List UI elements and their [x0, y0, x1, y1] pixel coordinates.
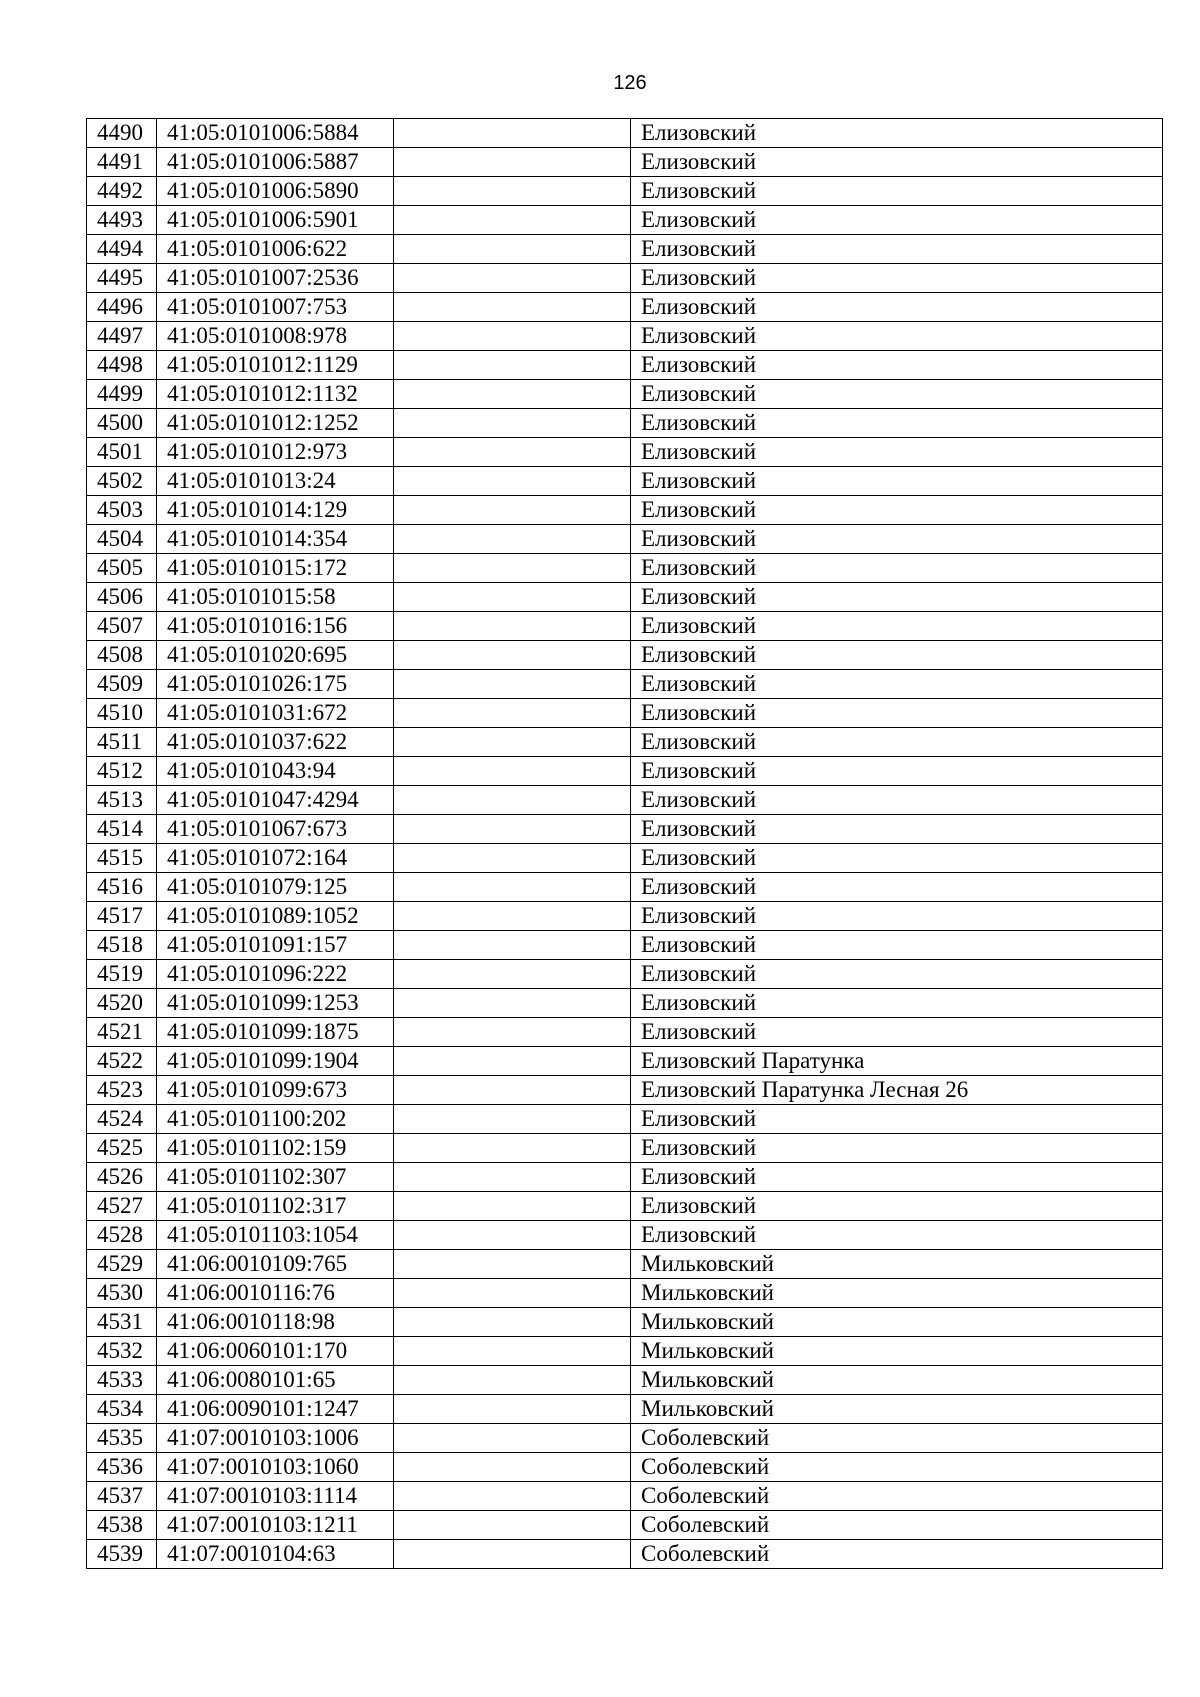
cadastral-number: 41:05:0101007:2536 — [157, 264, 394, 293]
row-number: 4496 — [87, 293, 157, 322]
table-row — [87, 148, 1163, 177]
empty-cell — [394, 1047, 631, 1076]
row-number: 4527 — [87, 1192, 157, 1221]
table-row — [87, 1279, 1163, 1308]
row-number: 4515 — [87, 844, 157, 873]
table-row — [87, 612, 1163, 641]
empty-cell — [394, 409, 631, 438]
row-number: 4525 — [87, 1134, 157, 1163]
empty-cell — [394, 583, 631, 612]
row-number: 4528 — [87, 1221, 157, 1250]
table-row — [87, 1337, 1163, 1366]
district-name: Елизовский — [631, 264, 1163, 293]
table-row — [87, 873, 1163, 902]
table-row — [87, 1424, 1163, 1453]
district-name: Елизовский — [631, 206, 1163, 235]
row-number: 4505 — [87, 554, 157, 583]
cadastral-number: 41:06:0010109:765 — [157, 1250, 394, 1279]
row-number: 4499 — [87, 380, 157, 409]
cadastral-number: 41:05:0101099:1253 — [157, 989, 394, 1018]
cadastral-number: 41:07:0010104:63 — [157, 1540, 394, 1569]
row-number: 4510 — [87, 699, 157, 728]
row-number: 4501 — [87, 438, 157, 467]
cadastral-number: 41:05:0101012:1252 — [157, 409, 394, 438]
table-row — [87, 438, 1163, 467]
empty-cell — [394, 1453, 631, 1482]
cadastral-number: 41:05:0101020:695 — [157, 641, 394, 670]
row-number: 4539 — [87, 1540, 157, 1569]
cadastral-number: 41:05:0101096:222 — [157, 960, 394, 989]
empty-cell — [394, 902, 631, 931]
district-name: Елизовский — [631, 554, 1163, 583]
table-row — [87, 1395, 1163, 1424]
table-row — [87, 699, 1163, 728]
table-row — [87, 931, 1163, 960]
district-name: Елизовский — [631, 960, 1163, 989]
registry-table — [86, 118, 1163, 1569]
table-row — [87, 1453, 1163, 1482]
cadastral-number: 41:06:0060101:170 — [157, 1337, 394, 1366]
cadastral-number: 41:05:0101099:673 — [157, 1076, 394, 1105]
district-name: Елизовский — [631, 902, 1163, 931]
row-number: 4535 — [87, 1424, 157, 1453]
district-name: Елизовский — [631, 757, 1163, 786]
empty-cell — [394, 1250, 631, 1279]
table-row — [87, 235, 1163, 264]
row-number: 4517 — [87, 902, 157, 931]
cadastral-number: 41:05:0101089:1052 — [157, 902, 394, 931]
empty-cell — [394, 206, 631, 235]
table-row — [87, 1540, 1163, 1569]
district-name: Елизовский — [631, 322, 1163, 351]
table-row — [87, 1163, 1163, 1192]
empty-cell — [394, 177, 631, 206]
row-number: 4511 — [87, 728, 157, 757]
district-name: Елизовский — [631, 699, 1163, 728]
table-row — [87, 1482, 1163, 1511]
table-row — [87, 960, 1163, 989]
row-number: 4509 — [87, 670, 157, 699]
cadastral-number: 41:05:0101015:58 — [157, 583, 394, 612]
district-name: Елизовский — [631, 235, 1163, 264]
cadastral-number: 41:07:0010103:1114 — [157, 1482, 394, 1511]
district-name: Елизовский — [631, 467, 1163, 496]
empty-cell — [394, 322, 631, 351]
row-number: 4532 — [87, 1337, 157, 1366]
table-row — [87, 902, 1163, 931]
cadastral-number: 41:05:0101014:129 — [157, 496, 394, 525]
district-name: Мильковский — [631, 1279, 1163, 1308]
cadastral-number: 41:05:0101037:622 — [157, 728, 394, 757]
empty-cell — [394, 525, 631, 554]
row-number: 4500 — [87, 409, 157, 438]
table-row — [87, 989, 1163, 1018]
empty-cell — [394, 641, 631, 670]
table-row — [87, 641, 1163, 670]
cadastral-number: 41:05:0101007:753 — [157, 293, 394, 322]
district-name: Елизовский — [631, 1018, 1163, 1047]
empty-cell — [394, 467, 631, 496]
table-row — [87, 264, 1163, 293]
district-name: Елизовский Паратунка — [631, 1047, 1163, 1076]
table-row — [87, 293, 1163, 322]
cadastral-number: 41:06:0090101:1247 — [157, 1395, 394, 1424]
district-name: Елизовский — [631, 409, 1163, 438]
empty-cell — [394, 119, 631, 148]
district-name: Елизовский — [631, 293, 1163, 322]
district-name: Елизовский — [631, 873, 1163, 902]
table-row — [87, 1511, 1163, 1540]
cadastral-number: 41:05:0101015:172 — [157, 554, 394, 583]
page-number: 126 — [613, 72, 647, 94]
cadastral-number: 41:07:0010103:1211 — [157, 1511, 394, 1540]
empty-cell — [394, 1163, 631, 1192]
district-name: Елизовский — [631, 1163, 1163, 1192]
district-name: Елизовский — [631, 583, 1163, 612]
row-number: 4536 — [87, 1453, 157, 1482]
district-name: Мильковский — [631, 1366, 1163, 1395]
table-row — [87, 119, 1163, 148]
district-name: Соболевский — [631, 1424, 1163, 1453]
table-row — [87, 844, 1163, 873]
table-row — [87, 728, 1163, 757]
district-name: Елизовский — [631, 786, 1163, 815]
district-name: Мильковский — [631, 1337, 1163, 1366]
table-row — [87, 525, 1163, 554]
district-name: Мильковский — [631, 1395, 1163, 1424]
empty-cell — [394, 351, 631, 380]
row-number: 4514 — [87, 815, 157, 844]
row-number: 4521 — [87, 1018, 157, 1047]
cadastral-number: 41:05:0101006:5890 — [157, 177, 394, 206]
cadastral-number: 41:05:0101006:5884 — [157, 119, 394, 148]
empty-cell — [394, 1366, 631, 1395]
row-number: 4534 — [87, 1395, 157, 1424]
cadastral-number: 41:05:0101008:978 — [157, 322, 394, 351]
district-name: Елизовский — [631, 525, 1163, 554]
district-name: Соболевский — [631, 1482, 1163, 1511]
cadastral-number: 41:05:0101102:159 — [157, 1134, 394, 1163]
empty-cell — [394, 1134, 631, 1163]
cadastral-number: 41:05:0101091:157 — [157, 931, 394, 960]
district-name: Елизовский — [631, 119, 1163, 148]
cadastral-number: 41:05:0101100:202 — [157, 1105, 394, 1134]
row-number: 4533 — [87, 1366, 157, 1395]
district-name: Елизовский — [631, 1105, 1163, 1134]
empty-cell — [394, 757, 631, 786]
cadastral-number: 41:05:0101102:307 — [157, 1163, 394, 1192]
row-number: 4523 — [87, 1076, 157, 1105]
table-row — [87, 786, 1163, 815]
empty-cell — [394, 1221, 631, 1250]
table-row — [87, 206, 1163, 235]
empty-cell — [394, 264, 631, 293]
table-row — [87, 1076, 1163, 1105]
cadastral-number: 41:05:0101043:94 — [157, 757, 394, 786]
row-number: 4537 — [87, 1482, 157, 1511]
table-row — [87, 1192, 1163, 1221]
table-row — [87, 380, 1163, 409]
table-row — [87, 670, 1163, 699]
district-name: Елизовский — [631, 641, 1163, 670]
district-name: Елизовский — [631, 380, 1163, 409]
table-row — [87, 1018, 1163, 1047]
row-number: 4513 — [87, 786, 157, 815]
district-name: Елизовский — [631, 612, 1163, 641]
row-number: 4520 — [87, 989, 157, 1018]
empty-cell — [394, 1308, 631, 1337]
district-name: Елизовский Паратунка Лесная 26 — [631, 1076, 1163, 1105]
registry-body — [87, 119, 1163, 1569]
cadastral-number: 41:05:0101006:5901 — [157, 206, 394, 235]
empty-cell — [394, 1192, 631, 1221]
cadastral-number: 41:05:0101016:156 — [157, 612, 394, 641]
district-name: Елизовский — [631, 931, 1163, 960]
table-row — [87, 1221, 1163, 1250]
row-number: 4503 — [87, 496, 157, 525]
cadastral-number: 41:06:0010116:76 — [157, 1279, 394, 1308]
row-number: 4522 — [87, 1047, 157, 1076]
empty-cell — [394, 728, 631, 757]
table-row — [87, 554, 1163, 583]
row-number: 4494 — [87, 235, 157, 264]
district-name: Елизовский — [631, 351, 1163, 380]
cadastral-number: 41:05:0101047:4294 — [157, 786, 394, 815]
district-name: Мильковский — [631, 1308, 1163, 1337]
empty-cell — [394, 1511, 631, 1540]
row-number: 4502 — [87, 467, 157, 496]
empty-cell — [394, 496, 631, 525]
empty-cell — [394, 670, 631, 699]
district-name: Елизовский — [631, 496, 1163, 525]
empty-cell — [394, 1018, 631, 1047]
row-number: 4519 — [87, 960, 157, 989]
cadastral-number: 41:05:0101012:1132 — [157, 380, 394, 409]
row-number: 4518 — [87, 931, 157, 960]
cadastral-number: 41:06:0080101:65 — [157, 1366, 394, 1395]
empty-cell — [394, 699, 631, 728]
district-name: Елизовский — [631, 844, 1163, 873]
table-row — [87, 467, 1163, 496]
empty-cell — [394, 844, 631, 873]
district-name: Елизовский — [631, 1192, 1163, 1221]
row-number: 4524 — [87, 1105, 157, 1134]
empty-cell — [394, 612, 631, 641]
district-name: Мильковский — [631, 1250, 1163, 1279]
cadastral-number: 41:06:0010118:98 — [157, 1308, 394, 1337]
empty-cell — [394, 380, 631, 409]
empty-cell — [394, 235, 631, 264]
district-name: Соболевский — [631, 1511, 1163, 1540]
district-name: Елизовский — [631, 989, 1163, 1018]
row-number: 4492 — [87, 177, 157, 206]
table-row — [87, 322, 1163, 351]
empty-cell — [394, 148, 631, 177]
row-number: 4506 — [87, 583, 157, 612]
district-name: Елизовский — [631, 177, 1163, 206]
cadastral-number: 41:05:0101079:125 — [157, 873, 394, 902]
district-name: Елизовский — [631, 1221, 1163, 1250]
table-row — [87, 1366, 1163, 1395]
row-number: 4491 — [87, 148, 157, 177]
table-row — [87, 1105, 1163, 1134]
empty-cell — [394, 1395, 631, 1424]
empty-cell — [394, 873, 631, 902]
row-number: 4516 — [87, 873, 157, 902]
cadastral-number: 41:07:0010103:1060 — [157, 1453, 394, 1482]
district-name: Елизовский — [631, 815, 1163, 844]
row-number: 4504 — [87, 525, 157, 554]
cadastral-number: 41:05:0101067:673 — [157, 815, 394, 844]
row-number: 4493 — [87, 206, 157, 235]
empty-cell — [394, 438, 631, 467]
cadastral-number: 41:05:0101102:317 — [157, 1192, 394, 1221]
district-name: Елизовский — [631, 148, 1163, 177]
row-number: 4529 — [87, 1250, 157, 1279]
empty-cell — [394, 1337, 631, 1366]
empty-cell — [394, 1424, 631, 1453]
table-row — [87, 1134, 1163, 1163]
table-row — [87, 351, 1163, 380]
cadastral-number: 41:05:0101072:164 — [157, 844, 394, 873]
district-name: Елизовский — [631, 728, 1163, 757]
row-number: 4512 — [87, 757, 157, 786]
cadastral-number: 41:05:0101026:175 — [157, 670, 394, 699]
empty-cell — [394, 293, 631, 322]
table-row — [87, 177, 1163, 206]
row-number: 4497 — [87, 322, 157, 351]
row-number: 4530 — [87, 1279, 157, 1308]
empty-cell — [394, 815, 631, 844]
district-name: Елизовский — [631, 670, 1163, 699]
cadastral-number: 41:05:0101031:672 — [157, 699, 394, 728]
empty-cell — [394, 1076, 631, 1105]
row-number: 4507 — [87, 612, 157, 641]
table-row — [87, 815, 1163, 844]
cadastral-number: 41:05:0101006:5887 — [157, 148, 394, 177]
district-name: Елизовский — [631, 438, 1163, 467]
cadastral-number: 41:05:0101103:1054 — [157, 1221, 394, 1250]
empty-cell — [394, 1279, 631, 1308]
empty-cell — [394, 554, 631, 583]
cadastral-number: 41:05:0101012:973 — [157, 438, 394, 467]
table-row — [87, 1047, 1163, 1076]
empty-cell — [394, 1105, 631, 1134]
table-row — [87, 1308, 1163, 1337]
district-name: Соболевский — [631, 1453, 1163, 1482]
row-number: 4498 — [87, 351, 157, 380]
table-row — [87, 583, 1163, 612]
cadastral-number: 41:07:0010103:1006 — [157, 1424, 394, 1453]
empty-cell — [394, 786, 631, 815]
table-row — [87, 496, 1163, 525]
empty-cell — [394, 960, 631, 989]
row-number: 4526 — [87, 1163, 157, 1192]
table-row — [87, 1250, 1163, 1279]
table-row — [87, 757, 1163, 786]
cadastral-number: 41:05:0101014:354 — [157, 525, 394, 554]
district-name: Елизовский — [631, 1134, 1163, 1163]
row-number: 4538 — [87, 1511, 157, 1540]
row-number: 4495 — [87, 264, 157, 293]
row-number: 4490 — [87, 119, 157, 148]
cadastral-number: 41:05:0101006:622 — [157, 235, 394, 264]
cadastral-number: 41:05:0101099:1904 — [157, 1047, 394, 1076]
empty-cell — [394, 1482, 631, 1511]
row-number: 4508 — [87, 641, 157, 670]
empty-cell — [394, 989, 631, 1018]
cadastral-number: 41:05:0101013:24 — [157, 467, 394, 496]
table-row — [87, 409, 1163, 438]
cadastral-number: 41:05:0101099:1875 — [157, 1018, 394, 1047]
cadastral-number: 41:05:0101012:1129 — [157, 351, 394, 380]
empty-cell — [394, 931, 631, 960]
district-name: Соболевский — [631, 1540, 1163, 1569]
empty-cell — [394, 1540, 631, 1569]
row-number: 4531 — [87, 1308, 157, 1337]
